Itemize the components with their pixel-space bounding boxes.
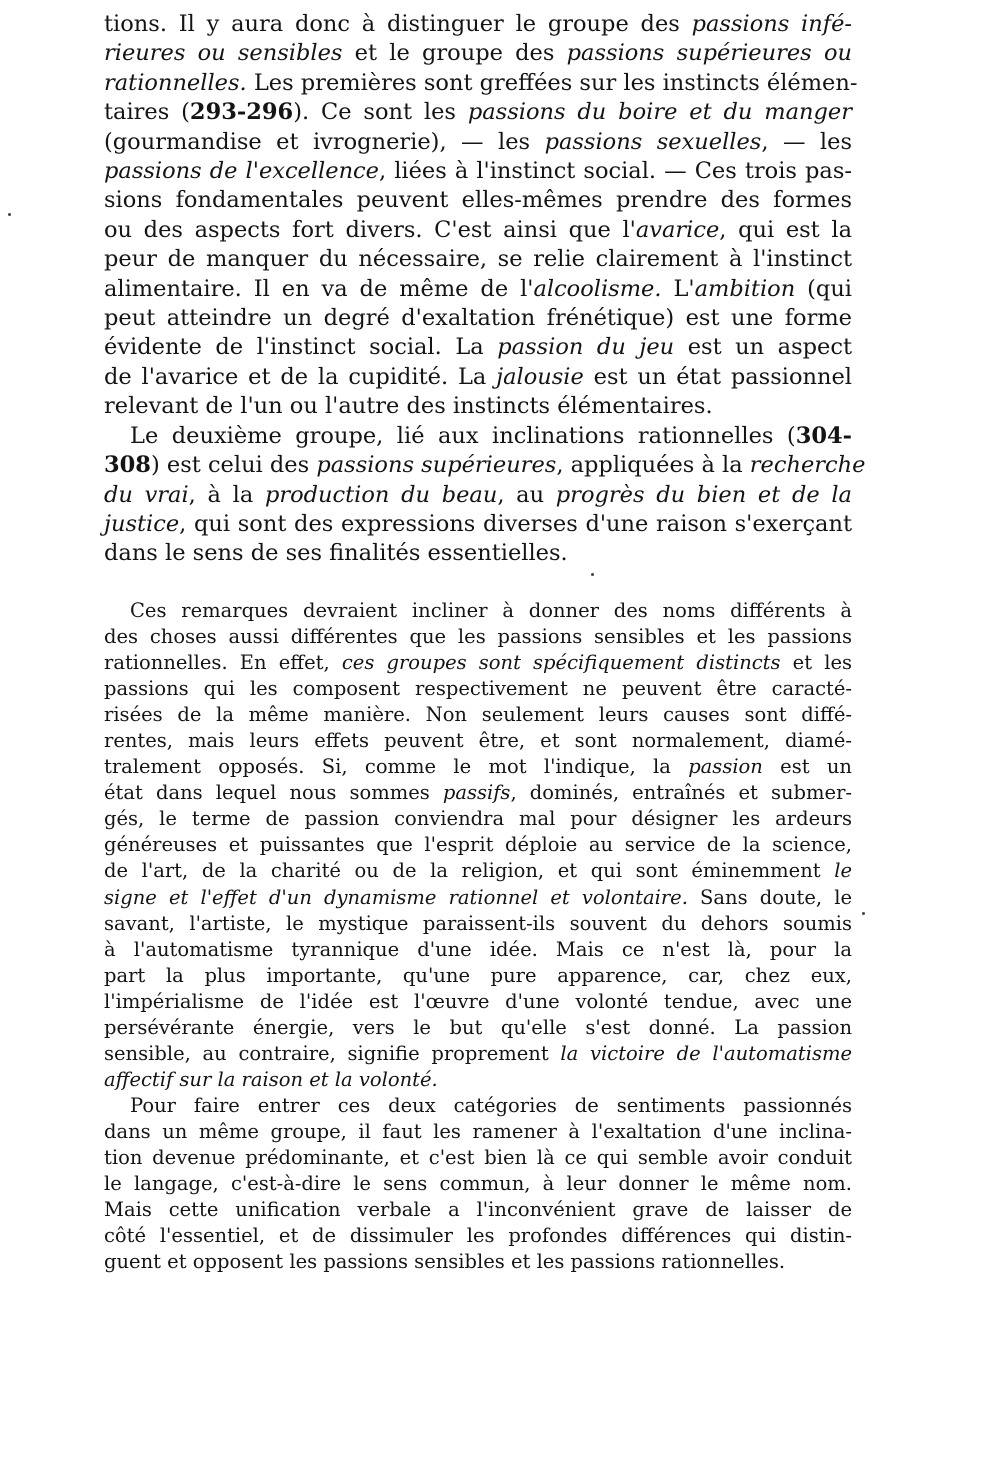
text-line: Ces remarques devraient incliner à donner des noms différents à — [130, 599, 852, 622]
text-line: Pour faire entrer ces deux catégories de sentiments passionnés — [130, 1093, 852, 1117]
text-line: (gourmandise et ivrognerie), — les passions sexuelles, — les — [104, 128, 852, 155]
text-line: rationnelles. Les premières sont greffées sur les instincts élémen- — [104, 69, 858, 96]
text-line: affectif sur la raison et la volonté. — [104, 1067, 438, 1091]
text-line: passions qui les composent respectivement ne peuvent être caracté- — [104, 677, 852, 701]
text-line: taires (293-296). Ce sont les passions du boire et du manger — [104, 99, 852, 126]
text-line: dans un même groupe, il faut les ramener à l'exaltation d'une inclina- — [104, 1119, 852, 1143]
text-line: justice, qui sont des expressions diverses d'une raison s'exerçant — [104, 510, 852, 537]
text-line: peut atteindre un degré d'exaltation frénétique) est une forme — [104, 305, 852, 332]
text-line: tion devenue prédominante, et c'est bien là ce qui semble avoir conduit — [104, 1145, 852, 1169]
text-line: du vrai, à la production du beau, au progrès du bien et de la — [104, 481, 852, 508]
text-line: état dans lequel nous sommes passifs, dominés, entraînés et submer- — [104, 781, 852, 805]
scan-speck — [591, 573, 594, 576]
small-print-text-block — [104, 598, 852, 1275]
large-print-text-block — [104, 10, 866, 569]
text-line: évidente de l'instinct social. La passion du jeu est un aspect — [104, 334, 853, 361]
text-line: côté l'essentiel, et de dissimuler les profondes différences qui distin- — [104, 1224, 852, 1248]
text-line: ou des aspects fort divers. C'est ainsi que l'avarice, qui est la — [104, 216, 852, 243]
text-line: des choses aussi différentes que les passions sensibles et les passions — [104, 625, 852, 649]
text-line: 308) est celui des passions supérieures, appliquées à la recherche — [104, 452, 866, 479]
scan-speck — [862, 912, 865, 915]
text-line: relevant de l'un ou l'autre des instincts élémentaires. — [104, 393, 713, 420]
text-line: Le deuxième groupe, lié aux inclinations rationnelles (304- — [130, 422, 852, 449]
text-line: tralement opposés. Si, comme le mot l'indique, la passion est un — [104, 755, 852, 779]
text-line: généreuses et puissantes que l'esprit déploie au service de la science, — [104, 833, 852, 857]
text-line: sions fondamentales peuvent elles-mêmes prendre des formes — [104, 187, 852, 214]
text-line: part la plus importante, qu'une pure apparence, car, chez eux, — [104, 963, 852, 987]
text-line: signe et l'effet d'un dynamisme rationnel et volontaire. Sans doute, le — [104, 885, 852, 909]
text-line: peur de manquer du nécessaire, se relie clairement à l'instinct — [104, 246, 852, 273]
scan-speck — [8, 213, 11, 216]
text-line: rentes, mais leurs effets peuvent être, et sont normalement, diamé- — [104, 729, 852, 753]
text-line: dans le sens de ses finalités essentielles. — [104, 540, 568, 567]
text-line: alimentaire. Il en va de même de l'alcoolisme. L'ambition (qui — [104, 275, 852, 302]
text-line: le langage, c'est-à-dire le sens commun, à leur donner le même nom. — [104, 1172, 852, 1196]
text-line: savant, l'artiste, le mystique paraissent-ils souvent du dehors soumis — [104, 911, 852, 935]
text-line: sensible, au contraire, signifie proprement la victoire de l'automatisme — [104, 1041, 852, 1065]
text-line: gés, le terme de passion conviendra mal pour désigner les ardeurs — [104, 807, 852, 831]
text-line: l'impérialisme de l'idée est l'œuvre d'une volonté tendue, avec une — [104, 989, 852, 1013]
text-line: passions de l'excellence, liées à l'instinct social. — Ces trois pas- — [104, 158, 852, 185]
text-line: rieures ou sensibles et le groupe des passions supérieures ou — [104, 40, 852, 67]
text-line: risées de la même manière. Non seulement leurs causes sont diffé- — [104, 703, 852, 727]
text-line: rationnelles. En effet, ces groupes sont spécifiquement distincts et les — [104, 651, 852, 675]
text-line: de l'avarice et de la cupidité. La jalousie est un état passionnel — [104, 363, 852, 390]
text-line: guent et opposent les passions sensibles et les passions rationnelles. — [104, 1250, 786, 1274]
text-line: persévérante énergie, vers le but qu'elle s'est donné. La passion — [104, 1015, 852, 1039]
text-line: tions. Il y aura donc à distinguer le groupe des passions infé- — [104, 11, 852, 37]
text-line: Mais cette unification verbale a l'inconvénient grave de laisser de — [104, 1198, 852, 1222]
text-line: de l'art, de la charité ou de la religion, et qui sont éminemment le — [104, 859, 852, 883]
text-line: à l'automatisme tyrannique d'une idée. Mais ce n'est là, pour la — [104, 937, 852, 961]
